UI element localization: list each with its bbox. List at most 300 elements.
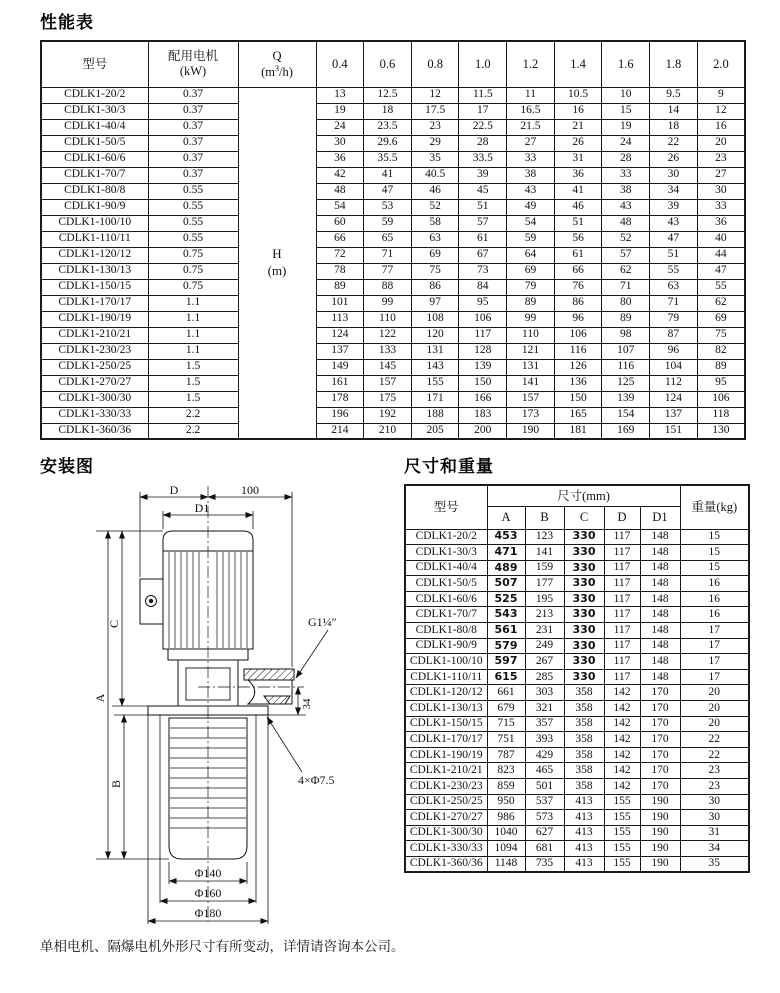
motor-power-cell: 0.37 [148, 135, 238, 151]
performance-row [41, 247, 745, 263]
dim-d-cell: 117 [604, 669, 640, 685]
head-value-cell: 210 [364, 423, 412, 439]
performance-row [41, 199, 745, 215]
head-value-cell: 157 [507, 391, 555, 407]
head-value-cell: 96 [554, 311, 602, 327]
installation-diagram [40, 484, 404, 929]
dim-c-cell: 358 [564, 716, 604, 732]
head-value-cell: 173 [507, 407, 555, 423]
model-cell: CDLK1-40/4 [41, 119, 148, 135]
dim-a-cell: 1148 [487, 856, 525, 872]
head-value-cell: 26 [650, 151, 698, 167]
head-value-cell: 141 [507, 375, 555, 391]
model-cell: CDLK1-130/13 [405, 701, 487, 717]
head-value-cell: 75 [411, 263, 459, 279]
model-cell: CDLK1-100/10 [41, 215, 148, 231]
head-value-cell: 64 [507, 247, 555, 263]
motor-power-cell: 0.37 [148, 87, 238, 103]
dim-d1-cell: 170 [640, 716, 680, 732]
dim-c-cell: 358 [564, 747, 604, 763]
dimensions-row [405, 654, 749, 670]
head-value-cell: 175 [364, 391, 412, 407]
dim-a-cell: 561 [487, 623, 525, 639]
dim-b-cell: 393 [525, 732, 564, 748]
head-value-cell: 30 [697, 183, 745, 199]
head-value-cell: 99 [507, 311, 555, 327]
model-column-header: 型号 [41, 41, 148, 87]
head-value-cell: 89 [316, 279, 364, 295]
port-lower-hatch [264, 696, 290, 704]
head-value-cell: 69 [697, 311, 745, 327]
head-value-cell: 48 [602, 215, 650, 231]
dim-a-cell: 489 [487, 560, 525, 576]
dim-a-cell: 715 [487, 716, 525, 732]
dim-c-cell: 330 [564, 654, 604, 670]
head-value-cell: 110 [364, 311, 412, 327]
dim-d-cell: 142 [604, 685, 640, 701]
head-value-cell: 55 [650, 263, 698, 279]
dim-b-cell: 159 [525, 560, 564, 576]
head-value-cell: 155 [411, 375, 459, 391]
dim-d-cell: 117 [604, 576, 640, 592]
dim-b-cell: 213 [525, 607, 564, 623]
head-value-cell: 33 [507, 151, 555, 167]
motor-power-cell: 0.75 [148, 247, 238, 263]
model-cell: CDLK1-190/19 [41, 311, 148, 327]
dim-d-cell: 142 [604, 747, 640, 763]
model-cell: CDLK1-130/13 [41, 263, 148, 279]
head-value-cell: 33 [697, 199, 745, 215]
head-value-cell: 10.5 [554, 87, 602, 103]
head-value-cell: 57 [459, 215, 507, 231]
head-value-cell: 133 [364, 343, 412, 359]
dim-d1-label: D1 [194, 501, 210, 515]
head-value-cell: 169 [602, 423, 650, 439]
dimensions-row [405, 669, 749, 685]
head-value-cell: 165 [554, 407, 602, 423]
head-value-cell: 24 [316, 119, 364, 135]
head-value-cell: 47 [697, 263, 745, 279]
head-value-cell: 139 [459, 359, 507, 375]
model-cell: CDLK1-150/15 [41, 279, 148, 295]
motor-power-cell: 2.2 [148, 423, 238, 439]
head-value-cell: 12.5 [364, 87, 412, 103]
model-cell: CDLK1-80/8 [41, 183, 148, 199]
model-cell: CDLK1-110/11 [405, 669, 487, 685]
dim-d1-cell: 148 [640, 638, 680, 654]
dim-a-cell: 579 [487, 638, 525, 654]
head-value-cell: 49 [507, 199, 555, 215]
performance-row [41, 167, 745, 183]
dim-b-cell: 249 [525, 638, 564, 654]
model-cell: CDLK1-20/2 [405, 529, 487, 545]
dim-d1-cell: 190 [640, 794, 680, 810]
model-cell: CDLK1-330/33 [41, 407, 148, 423]
flow-rate-header-cell: 1.8 [650, 41, 698, 87]
head-value-cell: 104 [650, 359, 698, 375]
head-value-cell: 28 [602, 151, 650, 167]
dim-b-cell: 177 [525, 576, 564, 592]
dimension-letter-header-cell: A [487, 506, 525, 529]
performance-row [41, 135, 745, 151]
performance-row [41, 359, 745, 375]
head-value-cell: 73 [459, 263, 507, 279]
head-value-cell: 125 [602, 375, 650, 391]
dim-d-cell: 117 [604, 607, 640, 623]
head-value-cell: 71 [602, 279, 650, 295]
dim-100-label: 100 [241, 484, 259, 497]
head-value-cell: 61 [459, 231, 507, 247]
head-value-cell: 38 [602, 183, 650, 199]
head-value-cell: 124 [316, 327, 364, 343]
head-value-cell: 75 [697, 327, 745, 343]
dimensions-row [405, 810, 749, 826]
head-value-cell: 54 [507, 215, 555, 231]
dim-phi140-label: Φ140 [194, 866, 222, 880]
dims-model-column-header: 型号 [405, 485, 487, 529]
model-cell: CDLK1-300/30 [41, 391, 148, 407]
head-value-cell: 88 [364, 279, 412, 295]
head-value-cell: 13 [316, 87, 364, 103]
head-value-cell: 131 [411, 343, 459, 359]
head-value-cell: 48 [316, 183, 364, 199]
dim-a-cell: 1040 [487, 825, 525, 841]
model-cell: CDLK1-90/9 [41, 199, 148, 215]
dim-d-cell: 142 [604, 716, 640, 732]
head-value-cell: 34 [650, 183, 698, 199]
head-value-cell: 14 [650, 103, 698, 119]
dim-a-cell: 615 [487, 669, 525, 685]
head-value-cell: 106 [554, 327, 602, 343]
performance-row [41, 407, 745, 423]
weight-cell: 16 [680, 591, 749, 607]
head-value-cell: 44 [697, 247, 745, 263]
performance-row [41, 295, 745, 311]
model-cell: CDLK1-30/3 [405, 545, 487, 561]
dim-a-cell: 471 [487, 545, 525, 561]
performance-row [41, 151, 745, 167]
weight-cell: 17 [680, 669, 749, 685]
head-value-cell: 128 [459, 343, 507, 359]
weight-cell: 22 [680, 747, 749, 763]
head-value-cell: 21.5 [507, 119, 555, 135]
performance-row [41, 231, 745, 247]
pump-drawing [40, 484, 394, 924]
head-value-cell: 33.5 [459, 151, 507, 167]
head-value-cell: 71 [364, 247, 412, 263]
head-value-cell: 27 [697, 167, 745, 183]
head-value-cell: 121 [507, 343, 555, 359]
head-value-cell: 47 [364, 183, 412, 199]
motor-power-cell: 0.75 [148, 263, 238, 279]
weight-cell: 16 [680, 576, 749, 592]
head-value-cell: 99 [364, 295, 412, 311]
dim-d-cell: 155 [604, 856, 640, 872]
head-value-cell: 97 [411, 295, 459, 311]
installation-section-title: 安装图 [40, 457, 94, 476]
dim-d-cell: 117 [604, 623, 640, 639]
head-value-cell: 62 [602, 263, 650, 279]
dim-b-cell: 735 [525, 856, 564, 872]
head-value-cell: 43 [602, 199, 650, 215]
dim-d-cell: 155 [604, 825, 640, 841]
head-value-cell: 84 [459, 279, 507, 295]
bottom-section [40, 452, 750, 929]
dim-c-cell: 330 [564, 560, 604, 576]
dim-c-cell: 358 [564, 685, 604, 701]
dim-c-cell: 413 [564, 856, 604, 872]
head-value-cell: 41 [364, 167, 412, 183]
dim-c-cell: 330 [564, 669, 604, 685]
performance-row [41, 215, 745, 231]
head-value-cell: 89 [602, 311, 650, 327]
head-value-cell: 72 [316, 247, 364, 263]
dim-c-cell: 413 [564, 810, 604, 826]
head-value-cell: 45 [459, 183, 507, 199]
head-value-cell: 66 [316, 231, 364, 247]
dimensions-row [405, 545, 749, 561]
head-value-cell: 69 [411, 247, 459, 263]
motor-power-cell: 1.5 [148, 359, 238, 375]
head-value-cell: 36 [697, 215, 745, 231]
model-cell: CDLK1-300/30 [405, 825, 487, 841]
motor-power-cell: 1.1 [148, 295, 238, 311]
performance-row [41, 375, 745, 391]
dim-c-cell: 330 [564, 607, 604, 623]
motor-power-cell: 0.55 [148, 199, 238, 215]
weight-cell: 16 [680, 607, 749, 623]
head-value-cell: 69 [507, 263, 555, 279]
motor-power-cell: 0.55 [148, 231, 238, 247]
head-unit-cell: H (m) [238, 87, 316, 439]
head-value-cell: 96 [650, 343, 698, 359]
dim-34-label: 34 [301, 698, 313, 710]
head-value-cell: 17 [459, 103, 507, 119]
head-value-cell: 35 [411, 151, 459, 167]
head-value-cell: 178 [316, 391, 364, 407]
head-value-cell: 40 [697, 231, 745, 247]
dimensions-section-title: 尺寸和重量 [404, 457, 494, 476]
performance-row [41, 263, 745, 279]
model-cell: CDLK1-250/25 [405, 794, 487, 810]
weight-cell: 17 [680, 623, 749, 639]
head-value-cell: 36 [554, 167, 602, 183]
dim-c-cell: 330 [564, 576, 604, 592]
dim-b-cell: 195 [525, 591, 564, 607]
motor-power-cell: 1.1 [148, 311, 238, 327]
model-cell: CDLK1-20/2 [41, 87, 148, 103]
head-value-cell: 23.5 [364, 119, 412, 135]
head-value-cell: 23 [411, 119, 459, 135]
motor-power-cell: 0.37 [148, 103, 238, 119]
thread-size-label: G1¼″ [308, 615, 337, 629]
head-value-cell: 89 [697, 359, 745, 375]
head-value-cell: 171 [411, 391, 459, 407]
model-cell: CDLK1-270/27 [405, 810, 487, 826]
dim-d1-cell: 148 [640, 576, 680, 592]
performance-row [41, 343, 745, 359]
dim-a-cell: 507 [487, 576, 525, 592]
dimensions-row [405, 763, 749, 779]
head-value-cell: 95 [697, 375, 745, 391]
dim-d-cell: 117 [604, 529, 640, 545]
dim-d1-cell: 170 [640, 779, 680, 795]
dim-c-cell: 330 [564, 529, 604, 545]
model-cell: CDLK1-70/7 [41, 167, 148, 183]
head-value-cell: 53 [364, 199, 412, 215]
dim-c-cell: 358 [564, 763, 604, 779]
dim-b-cell: 501 [525, 779, 564, 795]
head-value-cell: 16.5 [507, 103, 555, 119]
head-value-cell: 86 [411, 279, 459, 295]
model-cell: CDLK1-90/9 [405, 638, 487, 654]
head-value-cell: 126 [554, 359, 602, 375]
model-cell: CDLK1-270/27 [41, 375, 148, 391]
head-value-cell: 131 [507, 359, 555, 375]
dim-d-cell: 142 [604, 701, 640, 717]
weight-cell: 30 [680, 810, 749, 826]
head-value-cell: 30 [650, 167, 698, 183]
dimension-letter-header-cell: C [564, 506, 604, 529]
head-value-cell: 46 [411, 183, 459, 199]
dim-a-cell: 823 [487, 763, 525, 779]
head-value-cell: 16 [697, 119, 745, 135]
performance-row [41, 311, 745, 327]
head-value-cell: 124 [650, 391, 698, 407]
head-value-cell: 11.5 [459, 87, 507, 103]
head-value-cell: 62 [697, 295, 745, 311]
head-value-cell: 106 [697, 391, 745, 407]
motor-power-cell: 1.1 [148, 343, 238, 359]
model-cell: CDLK1-170/17 [41, 295, 148, 311]
model-cell: CDLK1-70/7 [405, 607, 487, 623]
head-value-cell: 18 [650, 119, 698, 135]
dim-a-label: A [93, 693, 107, 703]
head-value-cell: 116 [602, 359, 650, 375]
head-value-cell: 117 [459, 327, 507, 343]
head-value-cell: 31 [554, 151, 602, 167]
head-value-cell: 150 [554, 391, 602, 407]
dim-c-cell: 330 [564, 591, 604, 607]
performance-section-title: 性能表 [40, 13, 94, 32]
dim-b-cell: 285 [525, 669, 564, 685]
head-value-cell: 79 [507, 279, 555, 295]
model-cell: CDLK1-110/11 [41, 231, 148, 247]
dim-c-cell: 413 [564, 794, 604, 810]
head-value-cell: 107 [602, 343, 650, 359]
weight-cell: 30 [680, 794, 749, 810]
model-cell: CDLK1-30/3 [41, 103, 148, 119]
flow-rate-header-cell: 1.4 [554, 41, 602, 87]
head-value-cell: 61 [554, 247, 602, 263]
head-value-cell: 56 [554, 231, 602, 247]
head-value-cell: 60 [316, 215, 364, 231]
head-value-cell: 113 [316, 311, 364, 327]
head-value-cell: 9 [697, 87, 745, 103]
head-value-cell: 87 [650, 327, 698, 343]
head-value-cell: 101 [316, 295, 364, 311]
performance-row [41, 391, 745, 407]
head-value-cell: 161 [316, 375, 364, 391]
dim-b-cell: 573 [525, 810, 564, 826]
dimensions-row [405, 779, 749, 795]
model-cell: CDLK1-40/4 [405, 560, 487, 576]
dimensions-table-body [405, 529, 749, 872]
bolt-holes-label: 4×Φ7.5 [298, 773, 335, 787]
head-value-cell: 139 [602, 391, 650, 407]
head-value-cell: 149 [316, 359, 364, 375]
dim-c-cell: 330 [564, 545, 604, 561]
head-value-cell: 196 [316, 407, 364, 423]
performance-row [41, 423, 745, 439]
head-value-cell: 20 [697, 135, 745, 151]
head-value-cell: 188 [411, 407, 459, 423]
head-value-cell: 15 [602, 103, 650, 119]
dims-weight-column-header: 重量(kg) [680, 485, 749, 529]
head-value-cell: 51 [554, 215, 602, 231]
dimension-letter-header-cell: B [525, 506, 564, 529]
dim-a-cell: 679 [487, 701, 525, 717]
head-value-cell: 89 [507, 295, 555, 311]
dim-d1-cell: 170 [640, 701, 680, 717]
head-value-cell: 12 [411, 87, 459, 103]
head-value-cell: 65 [364, 231, 412, 247]
head-value-cell: 58 [411, 215, 459, 231]
head-value-cell: 12 [697, 103, 745, 119]
dim-d-cell: 155 [604, 794, 640, 810]
head-value-cell: 43 [507, 183, 555, 199]
dim-c-cell: 330 [564, 638, 604, 654]
dim-d1-cell: 148 [640, 654, 680, 670]
dim-a-cell: 787 [487, 747, 525, 763]
head-value-cell: 26 [554, 135, 602, 151]
weight-cell: 20 [680, 701, 749, 717]
head-value-cell: 137 [316, 343, 364, 359]
head-value-cell: 112 [650, 375, 698, 391]
head-value-cell: 157 [364, 375, 412, 391]
dim-b-cell: 357 [525, 716, 564, 732]
head-value-cell: 54 [316, 199, 364, 215]
dim-b-cell: 627 [525, 825, 564, 841]
dim-a-cell: 597 [487, 654, 525, 670]
head-value-cell: 79 [650, 311, 698, 327]
head-value-cell: 122 [364, 327, 412, 343]
dimensions-row [405, 825, 749, 841]
head-value-cell: 143 [411, 359, 459, 375]
flow-rate-header-cell: 0.4 [316, 41, 364, 87]
head-value-cell: 151 [650, 423, 698, 439]
dim-a-cell: 525 [487, 591, 525, 607]
dim-c-cell: 358 [564, 779, 604, 795]
head-value-cell: 23 [697, 151, 745, 167]
dimensions-row [405, 685, 749, 701]
motor-power-column-header: 配用电机 (kW) [148, 41, 238, 87]
installation-column [40, 452, 404, 929]
dim-b-cell: 681 [525, 841, 564, 857]
flow-rate-header-cell: 0.6 [364, 41, 412, 87]
head-value-cell: 205 [411, 423, 459, 439]
model-cell: CDLK1-230/23 [41, 343, 148, 359]
head-value-cell: 38 [507, 167, 555, 183]
head-value-cell: 190 [507, 423, 555, 439]
motor-power-cell: 0.37 [148, 167, 238, 183]
dim-b-cell: 303 [525, 685, 564, 701]
weight-cell: 34 [680, 841, 749, 857]
dim-d-cell: 155 [604, 841, 640, 857]
dim-a-cell: 661 [487, 685, 525, 701]
weight-cell: 17 [680, 654, 749, 670]
dim-c-cell: 413 [564, 825, 604, 841]
